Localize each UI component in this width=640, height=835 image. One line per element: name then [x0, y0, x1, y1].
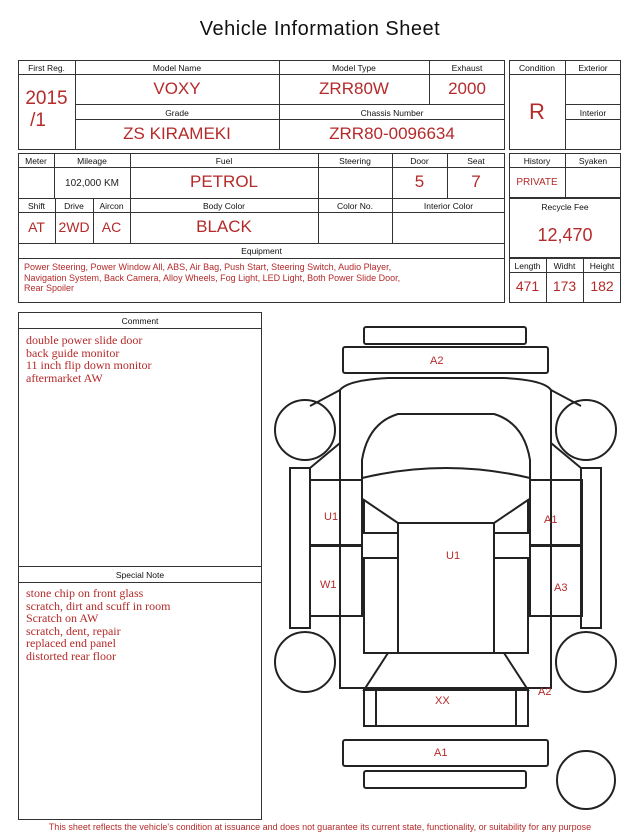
- condition-label: Condition: [519, 63, 555, 73]
- special-note-line: Scratch on AW: [26, 611, 99, 625]
- special-note-line: replaced end panel: [26, 636, 116, 650]
- recycle-fee-value: 12,470: [537, 225, 593, 245]
- interior-color-label: Interior Color: [423, 201, 474, 211]
- grade-label: Grade: [165, 108, 189, 118]
- length-value: 471: [515, 278, 540, 294]
- body-color-value: BLACK: [196, 217, 252, 236]
- aircon-label: Aircon: [99, 201, 124, 211]
- comment-line: aftermarket AW: [26, 370, 103, 385]
- syaken-label: Syaken: [578, 156, 608, 166]
- drive-label: Drive: [64, 201, 84, 211]
- steering-label: Steering: [339, 156, 371, 166]
- shift-value: AT: [28, 219, 45, 235]
- damage-mark-front: A2: [430, 355, 444, 367]
- seat-label: Seat: [467, 156, 485, 166]
- seat-value: 7: [471, 172, 481, 191]
- damage-mark-right-front: A1: [544, 514, 558, 526]
- equipment-label: Equipment: [241, 246, 282, 256]
- interior-label: Interior: [579, 108, 607, 118]
- history-label: History: [523, 156, 551, 166]
- grade-value: ZS KIRAMEKI: [123, 124, 231, 143]
- height-label: Height: [589, 261, 615, 271]
- body-color-label: Body Color: [202, 201, 246, 211]
- model-name-label: Model Name: [152, 63, 202, 73]
- model-name-value: VOXY: [153, 79, 201, 98]
- exhaust-label: Exhaust: [451, 63, 483, 73]
- first-reg-year: 2015: [25, 88, 68, 109]
- special-note-list: [26, 587, 170, 662]
- damage-mark-left-rear: W1: [320, 579, 337, 591]
- equipment-list: Power Steering, Power Window All, ABS, Air Bag, Push Start, Steering Switch, Audio Player, Navigation System, Back Camera, Alloy Wheels, Fog Light, LED Light, Both Power Slide Door, Rear Spoiler: [24, 262, 401, 293]
- comment-list: [26, 334, 152, 384]
- damage-mark-left-front: U1: [324, 511, 339, 523]
- special-note-label: Special Note: [115, 570, 165, 580]
- comment-line: 11 inch flip down monitor: [26, 358, 152, 372]
- chassis-number-value: ZRR80-0096634: [329, 124, 455, 143]
- damage-mark-roof: U1: [446, 550, 461, 562]
- model-type-value: ZRR80W: [319, 79, 389, 98]
- mileage-label: Mileage: [77, 156, 107, 166]
- meter-label: Meter: [25, 156, 47, 166]
- comment-label: Comment: [121, 316, 159, 326]
- color-no-label: Color No.: [337, 201, 373, 211]
- vehicle-damage-diagram: [268, 318, 630, 818]
- shift-label: Shift: [27, 201, 45, 211]
- damage-mark-rear-bumper: A1: [434, 747, 448, 759]
- door-label: Door: [410, 156, 429, 166]
- door-value: 5: [414, 172, 425, 191]
- mileage-value: 102,000 KM: [65, 178, 119, 189]
- exterior-label: Exterior: [578, 63, 608, 73]
- damage-mark-rear-right: A2: [538, 686, 552, 698]
- aircon-value: AC: [101, 219, 122, 235]
- length-label: Length: [514, 261, 541, 271]
- recycle-fee-label: Recycle Fee: [541, 202, 589, 212]
- damage-mark-right-rear: A3: [554, 582, 568, 594]
- width-label: Widht: [553, 261, 576, 271]
- first-reg-label: First Reg.: [28, 63, 65, 73]
- special-note-line: scratch, dent, repair: [26, 623, 121, 638]
- height-value: 182: [590, 278, 614, 294]
- history-value: PRIVATE: [516, 177, 558, 188]
- comment-line: back guide monitor: [26, 345, 120, 360]
- damage-mark-rear-glass: XX: [435, 695, 450, 707]
- first-reg-month: /1: [30, 110, 46, 131]
- exhaust-value: 2000: [448, 79, 486, 98]
- condition-value: R: [529, 99, 545, 124]
- comment-line: double power slide door: [26, 333, 143, 347]
- sheet-title: Vehicle Information Sheet: [199, 18, 441, 40]
- special-note-line: distorted rear floor: [26, 648, 116, 663]
- drive-value: 2WD: [58, 219, 90, 235]
- fuel-value: PETROL: [189, 172, 259, 191]
- model-type-label: Model Type: [332, 63, 376, 73]
- width-value: 173: [552, 278, 577, 294]
- fuel-label: Fuel: [215, 156, 233, 166]
- special-note-line: stone chip on front glass: [26, 586, 144, 600]
- chassis-number-label: Chassis Number: [360, 108, 424, 118]
- disclaimer-footer: This sheet reflects the vehicle's condition at issuance and does not guarantee its current state, functionality, or suitability for any purpose: [48, 822, 592, 832]
- special-note-line: scratch, dirt and scuff in room: [26, 598, 171, 613]
